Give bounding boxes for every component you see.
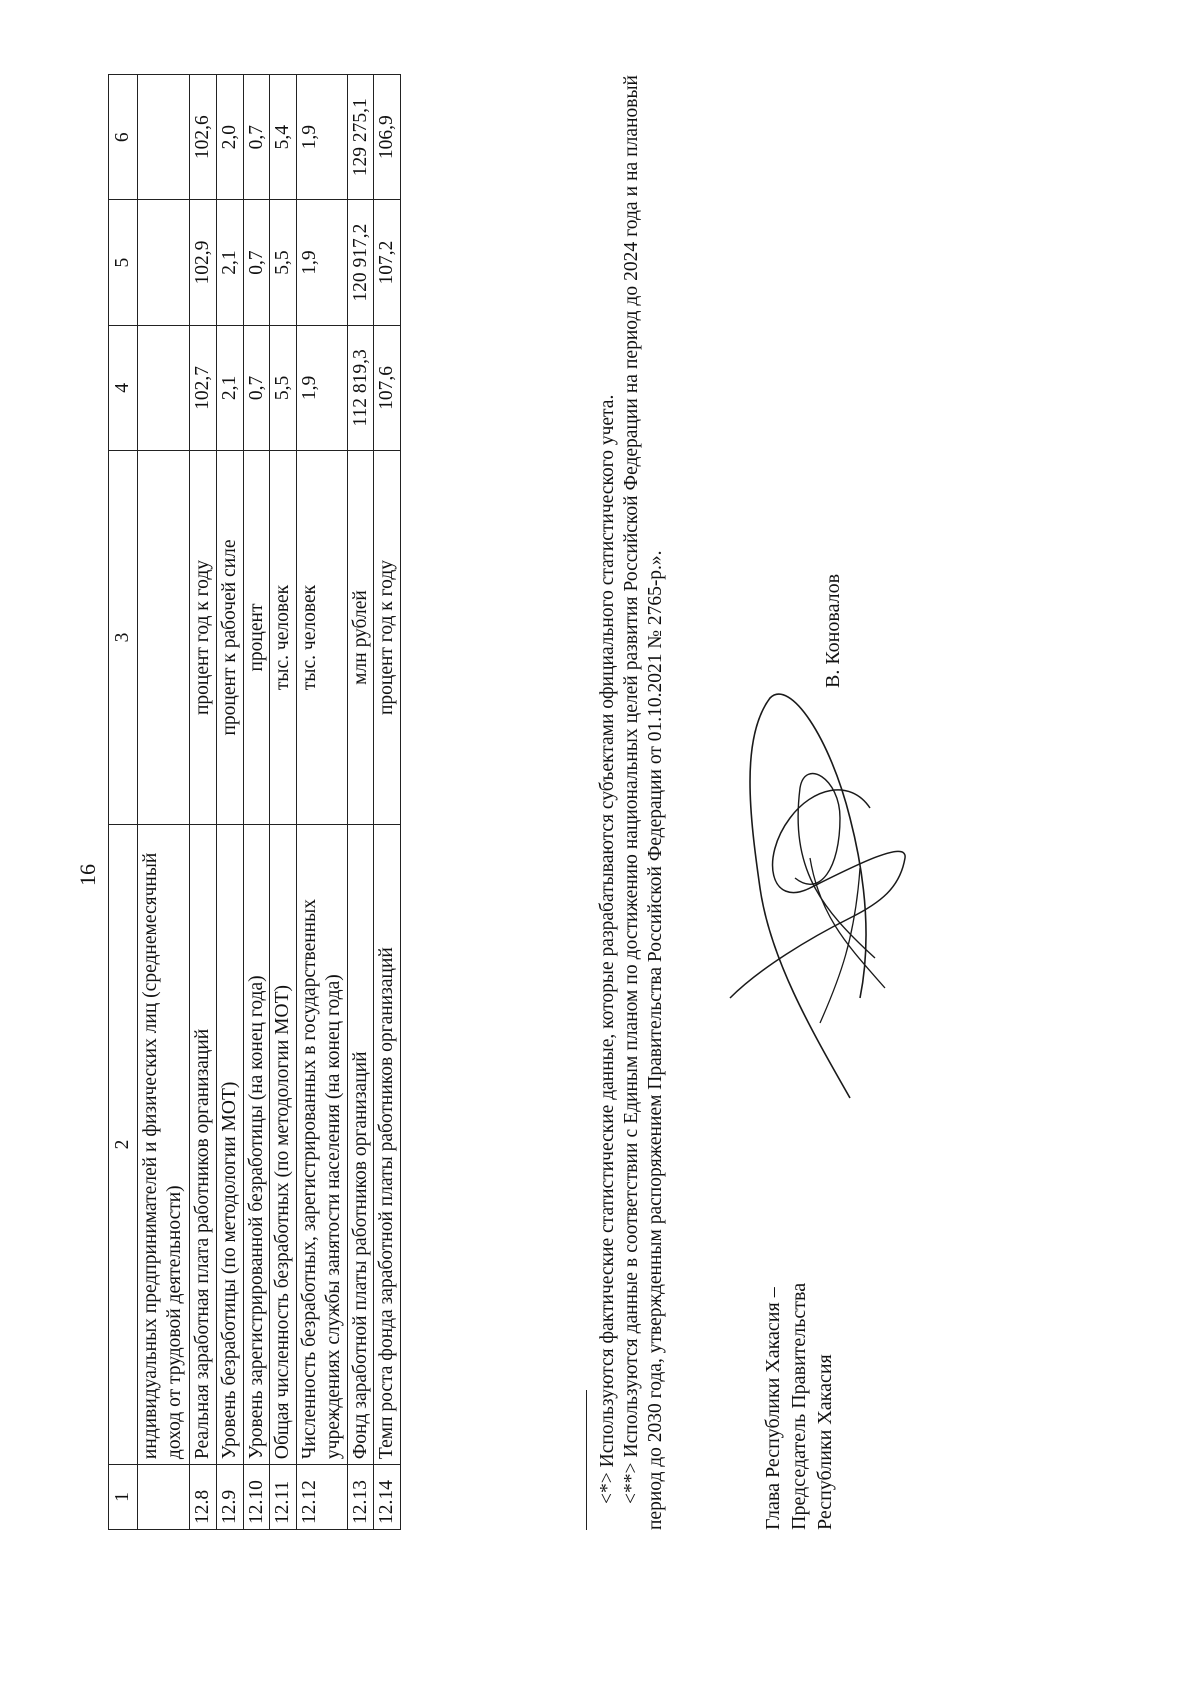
row-indicator: Реальная заработная плата работников организаций <box>190 824 217 1464</box>
row-unit: тыс. человек <box>297 451 348 825</box>
table-row <box>297 75 348 1530</box>
table-row <box>138 75 190 1530</box>
row-indicator: индивидуальных предпринимателей и физических лиц (среднемесячный доход от трудовой деятельности) <box>138 824 190 1464</box>
row-value-4: 107,6 <box>374 325 401 450</box>
row-unit: процент к рабочей силе <box>216 451 243 825</box>
signatory-name: В. Коновалов <box>822 573 844 688</box>
row-value-5: 107,2 <box>374 200 401 325</box>
row-value-5: 120 917,2 <box>347 200 374 325</box>
row-value-6 <box>138 75 190 200</box>
footnote-divider <box>586 1390 587 1530</box>
row-value-6: 1,9 <box>297 75 348 200</box>
table-header-row <box>109 75 138 1530</box>
row-value-4: 0,7 <box>243 325 270 450</box>
row-unit: млн рублей <box>347 451 374 825</box>
header-cell: 6 <box>109 75 138 200</box>
table-row <box>374 75 401 1530</box>
header-cell: 2 <box>109 824 138 1464</box>
row-number: 12.12 <box>297 1465 348 1530</box>
row-indicator: Численность безработных, зарегистрированных в государственных учреждениях службы занятости населения (на конец года) <box>297 824 348 1464</box>
row-unit <box>138 451 190 825</box>
header-cell: 4 <box>109 325 138 450</box>
row-value-5: 5,5 <box>270 200 297 325</box>
row-indicator: Уровень зарегистрированной безработицы (на конец года) <box>243 824 270 1464</box>
row-unit: процент год к году <box>190 451 217 825</box>
row-value-4: 112 819,3 <box>347 325 374 450</box>
row-number: 12.13 <box>347 1465 374 1530</box>
position-line: Республики Хакасия <box>814 1354 836 1530</box>
indicators-table <box>108 74 401 1530</box>
footnote-2: <**> Используются данные в соответствии с Единым планом по достижению национальных целей развития Российской Федерации на период до 2024 года и на плановый период до 2030 года, утвержденным распоряжением Правительства Российской Федерации от 01.10.2021 № 2765-р.». <box>621 75 667 1530</box>
position-line: Глава Республики Хакасия – <box>762 1287 784 1530</box>
row-value-6: 129 275,1 <box>347 75 374 200</box>
row-number: 12.8 <box>190 1465 217 1530</box>
row-number: 12.10 <box>243 1465 270 1530</box>
header-cell: 1 <box>109 1465 138 1530</box>
table-row <box>270 75 297 1530</box>
position-line: Председатель Правительства <box>788 1282 810 1530</box>
header-cell: 5 <box>109 200 138 325</box>
row-unit: процент год к году <box>374 451 401 825</box>
row-value-6: 2,0 <box>216 75 243 200</box>
row-value-4: 102,7 <box>190 325 217 450</box>
row-indicator: Фонд заработной платы работников организаций <box>347 824 374 1464</box>
row-value-6: 106,9 <box>374 75 401 200</box>
page-number: 16 <box>75 864 100 886</box>
table-row <box>190 75 217 1530</box>
row-number: 12.11 <box>270 1465 297 1530</box>
table-row <box>216 75 243 1530</box>
row-value-4: 2,1 <box>216 325 243 450</box>
row-value-5: 2,1 <box>216 200 243 325</box>
row-unit: процент <box>243 451 270 825</box>
row-unit: тыс. человек <box>270 451 297 825</box>
row-indicator: Общая численность безработных (по методологии МОТ) <box>270 824 297 1464</box>
row-indicator: Уровень безработицы (по методологии МОТ) <box>216 824 243 1464</box>
table-row <box>243 75 270 1530</box>
row-value-5: 1,9 <box>297 200 348 325</box>
row-value-5 <box>138 200 190 325</box>
row-number <box>138 1465 190 1530</box>
footnote-1: <*> Используются фактические статистические данные, которые разрабатываются субъектами официального статистического учета. <box>597 394 618 1504</box>
row-value-4: 5,5 <box>270 325 297 450</box>
header-cell: 3 <box>109 451 138 825</box>
table-row <box>347 75 374 1530</box>
row-value-5: 0,7 <box>243 200 270 325</box>
row-value-4: 1,9 <box>297 325 348 450</box>
row-value-6: 0,7 <box>243 75 270 200</box>
row-indicator: Темп роста фонда заработной платы работников организаций <box>374 824 401 1464</box>
row-value-6: 5,4 <box>270 75 297 200</box>
row-number: 12.14 <box>374 1465 401 1530</box>
signatory-position <box>760 1283 838 1530</box>
row-number: 12.9 <box>216 1465 243 1530</box>
row-value-5: 102,9 <box>190 200 217 325</box>
row-value-6: 102,6 <box>190 75 217 200</box>
handwritten-signature <box>700 678 930 1118</box>
row-value-4 <box>138 325 190 450</box>
